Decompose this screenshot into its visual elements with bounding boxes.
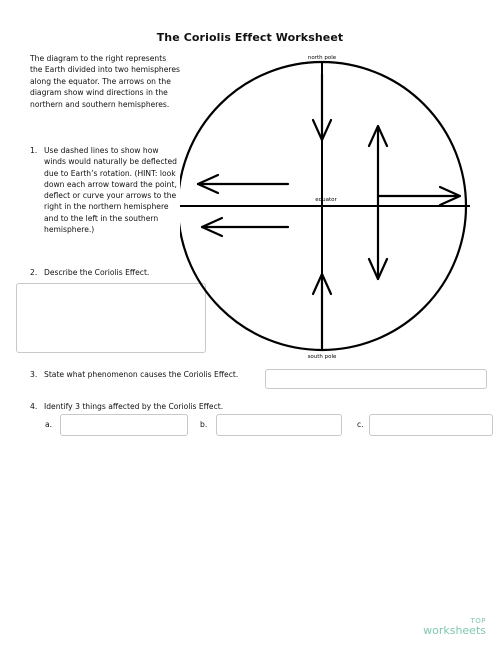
topworksheets-logo — [423, 618, 486, 637]
question-number: 4. — [30, 402, 38, 411]
equator-label: equator — [315, 197, 337, 203]
question-number: 1. — [30, 146, 38, 155]
question-text: Describe the Coriolis Effect. — [44, 268, 150, 277]
arrow-southeast-down — [369, 206, 387, 279]
north-pole-label: north pole — [307, 55, 337, 61]
question-text: Identify 3 things affected by the Coriolis Effect. — [44, 402, 224, 411]
intro-paragraph: The diagram to the right represents the Earth divided into two hemispheres along the equator. The arrows on the diagram show wind directions in the northern and southern hemispheres. — [30, 54, 180, 109]
arrow-east-up — [369, 126, 387, 206]
answer-box-q4c[interactable] — [369, 414, 493, 436]
question-text: Use dashed lines to show how winds would naturally be deflected due to Earth’s rotation. (HINT: look down each arrow toward the point, deflect or curve your arrows to the right in the northern hemisphere and to the left in the southern hemisphere.) — [44, 146, 177, 235]
option-b-label: b. — [200, 420, 208, 429]
answer-box-q4b[interactable] — [216, 414, 342, 436]
arrow-southwest-left — [202, 218, 288, 236]
option-c-label: c. — [357, 420, 364, 429]
answer-box-q2[interactable] — [16, 283, 206, 353]
worksheet-title: The Coriolis Effect Worksheet — [156, 31, 344, 44]
question-number: 3. — [30, 370, 38, 379]
question-number: 2. — [30, 268, 38, 277]
arrow-northeast-right — [378, 187, 460, 205]
arrow-northwest-left — [198, 175, 288, 193]
answer-box-q3[interactable] — [265, 369, 487, 389]
answer-box-q4a[interactable] — [60, 414, 188, 436]
south-pole-label: south pole — [307, 354, 337, 360]
arrow-south-up — [313, 274, 331, 348]
question-text: State what phenomenon causes the Coriolis Effect. — [44, 370, 239, 379]
brand-top: TOP — [470, 617, 486, 625]
brand-name: worksheets — [423, 624, 486, 637]
arrow-north-down — [313, 74, 331, 140]
option-a-label: a. — [45, 420, 53, 429]
earth-diagram — [180, 50, 490, 365]
